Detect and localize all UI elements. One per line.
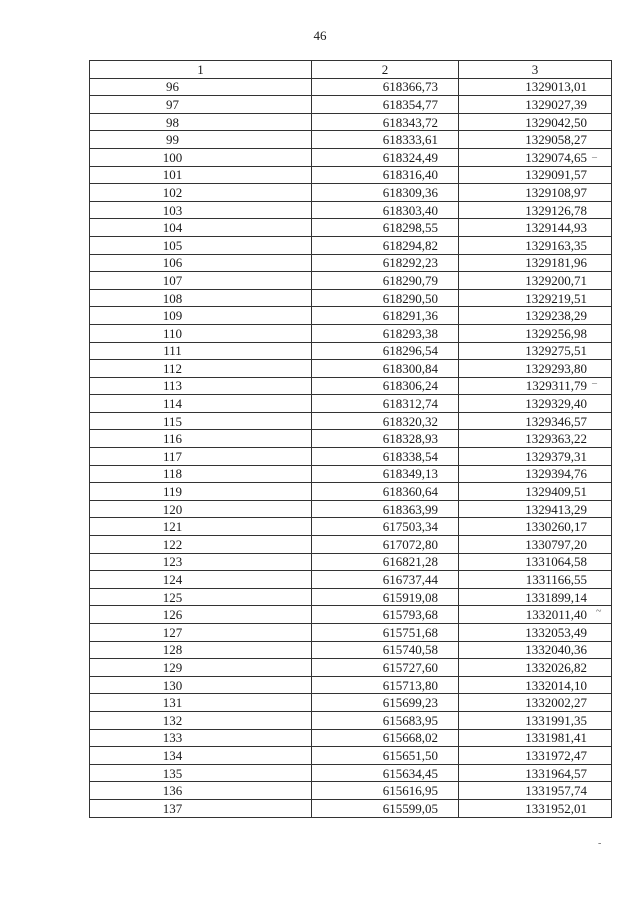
- y-coordinate-cell: 1329144,93: [459, 219, 612, 237]
- table-row: [90, 553, 612, 571]
- point-number-cell: 128: [90, 641, 312, 659]
- y-coordinate-cell: 1330797,20: [459, 536, 612, 554]
- table-row: [90, 465, 612, 483]
- x-coordinate-cell: 615683,95: [312, 711, 459, 729]
- y-coordinate-cell: 1329074,65: [459, 148, 612, 166]
- y-coordinate-cell: 1329363,22: [459, 430, 612, 448]
- point-number-cell: 97: [90, 96, 312, 114]
- y-coordinate-cell: 1329042,50: [459, 113, 612, 131]
- y-coordinate-cell: 1332011,40: [459, 606, 612, 624]
- table-row: [90, 148, 612, 166]
- table-row: [90, 624, 612, 642]
- y-coordinate-cell: 1329394,76: [459, 465, 612, 483]
- x-coordinate-cell: 615751,68: [312, 624, 459, 642]
- column-header-x: 2: [312, 61, 459, 79]
- x-coordinate-cell: 616737,44: [312, 571, 459, 589]
- point-number-cell: 96: [90, 78, 312, 96]
- point-number-cell: 118: [90, 465, 312, 483]
- x-coordinate-cell: 618291,36: [312, 307, 459, 325]
- x-coordinate-cell: 618354,77: [312, 96, 459, 114]
- x-coordinate-cell: 615793,68: [312, 606, 459, 624]
- point-number-cell: 100: [90, 148, 312, 166]
- table-row: [90, 131, 612, 149]
- x-coordinate-cell: 618290,50: [312, 289, 459, 307]
- x-coordinate-cell: 617072,80: [312, 536, 459, 554]
- table-row: [90, 254, 612, 272]
- point-number-cell: 127: [90, 624, 312, 642]
- point-number-cell: 133: [90, 729, 312, 747]
- table-row: [90, 96, 612, 114]
- y-coordinate-cell: 1329027,39: [459, 96, 612, 114]
- table-row: [90, 483, 612, 501]
- y-coordinate-cell: 1331899,14: [459, 588, 612, 606]
- x-coordinate-cell: 618360,64: [312, 483, 459, 501]
- table-row: [90, 500, 612, 518]
- table-row: [90, 78, 612, 96]
- scan-mark: –: [592, 152, 597, 163]
- x-coordinate-cell: 615713,80: [312, 676, 459, 694]
- point-number-cell: 132: [90, 711, 312, 729]
- y-coordinate-cell: 1329293,80: [459, 360, 612, 378]
- y-coordinate-cell: 1332014,10: [459, 676, 612, 694]
- point-number-cell: 110: [90, 324, 312, 342]
- table-row: [90, 448, 612, 466]
- point-number-cell: 105: [90, 236, 312, 254]
- table-body: [90, 78, 612, 817]
- table-row: [90, 289, 612, 307]
- table-row: [90, 676, 612, 694]
- table-row: [90, 606, 612, 624]
- y-coordinate-cell: 1332002,27: [459, 694, 612, 712]
- point-number-cell: 130: [90, 676, 312, 694]
- y-coordinate-cell: 1329346,57: [459, 412, 612, 430]
- y-coordinate-cell: 1329219,51: [459, 289, 612, 307]
- y-coordinate-cell: 1329013,01: [459, 78, 612, 96]
- column-header-point-number: 1: [90, 61, 312, 79]
- point-number-cell: 103: [90, 201, 312, 219]
- table-row: [90, 764, 612, 782]
- point-number-cell: 112: [90, 360, 312, 378]
- y-coordinate-cell: 1329379,31: [459, 448, 612, 466]
- table-row: [90, 799, 612, 817]
- x-coordinate-cell: 615740,58: [312, 641, 459, 659]
- point-number-cell: 114: [90, 395, 312, 413]
- table-row: [90, 219, 612, 237]
- y-coordinate-cell: 1331952,01: [459, 799, 612, 817]
- table-row: [90, 659, 612, 677]
- y-coordinate-cell: 1329058,27: [459, 131, 612, 149]
- point-number-cell: 115: [90, 412, 312, 430]
- table-row: [90, 518, 612, 536]
- y-coordinate-cell: 1329275,51: [459, 342, 612, 360]
- point-number-cell: 120: [90, 500, 312, 518]
- table-row: [90, 729, 612, 747]
- x-coordinate-cell: 618294,82: [312, 236, 459, 254]
- point-number-cell: 102: [90, 184, 312, 202]
- y-coordinate-cell: 1330260,17: [459, 518, 612, 536]
- y-coordinate-cell: 1329091,57: [459, 166, 612, 184]
- x-coordinate-cell: 618292,23: [312, 254, 459, 272]
- table-row: [90, 184, 612, 202]
- point-number-cell: 126: [90, 606, 312, 624]
- table-row: [90, 272, 612, 290]
- point-number-cell: 135: [90, 764, 312, 782]
- table-row: [90, 113, 612, 131]
- coordinates-table: [89, 60, 612, 818]
- table-row: [90, 395, 612, 413]
- point-number-cell: 129: [90, 659, 312, 677]
- x-coordinate-cell: 618338,54: [312, 448, 459, 466]
- y-coordinate-cell: 1331964,57: [459, 764, 612, 782]
- point-number-cell: 107: [90, 272, 312, 290]
- point-number-cell: 119: [90, 483, 312, 501]
- column-header-y: 3: [459, 61, 612, 79]
- point-number-cell: 122: [90, 536, 312, 554]
- point-number-cell: 104: [90, 219, 312, 237]
- x-coordinate-cell: 618349,13: [312, 465, 459, 483]
- point-number-cell: 137: [90, 799, 312, 817]
- point-number-cell: 136: [90, 782, 312, 800]
- table-row: [90, 694, 612, 712]
- x-coordinate-cell: 615616,95: [312, 782, 459, 800]
- x-coordinate-cell: 615651,50: [312, 747, 459, 765]
- point-number-cell: 101: [90, 166, 312, 184]
- table-row: [90, 377, 612, 395]
- y-coordinate-cell: 1331972,47: [459, 747, 612, 765]
- y-coordinate-cell: 1329163,35: [459, 236, 612, 254]
- y-coordinate-cell: 1331064,58: [459, 553, 612, 571]
- y-coordinate-cell: 1331981,41: [459, 729, 612, 747]
- point-number-cell: 134: [90, 747, 312, 765]
- x-coordinate-cell: 618324,49: [312, 148, 459, 166]
- y-coordinate-cell: 1329238,29: [459, 307, 612, 325]
- table-row: [90, 307, 612, 325]
- x-coordinate-cell: 615919,08: [312, 588, 459, 606]
- x-coordinate-cell: 618303,40: [312, 201, 459, 219]
- x-coordinate-cell: 615699,23: [312, 694, 459, 712]
- y-coordinate-cell: 1332026,82: [459, 659, 612, 677]
- y-coordinate-cell: 1329311,79: [459, 377, 612, 395]
- table-row: [90, 166, 612, 184]
- y-coordinate-cell: 1329329,40: [459, 395, 612, 413]
- x-coordinate-cell: 618290,79: [312, 272, 459, 290]
- table-row: [90, 571, 612, 589]
- y-coordinate-cell: 1331957,74: [459, 782, 612, 800]
- point-number-cell: 99: [90, 131, 312, 149]
- y-coordinate-cell: 1329200,71: [459, 272, 612, 290]
- table-row: [90, 412, 612, 430]
- table-row: [90, 588, 612, 606]
- y-coordinate-cell: 1332053,49: [459, 624, 612, 642]
- y-coordinate-cell: 1331166,55: [459, 571, 612, 589]
- table-row: [90, 342, 612, 360]
- y-coordinate-cell: 1331991,35: [459, 711, 612, 729]
- x-coordinate-cell: 618293,38: [312, 324, 459, 342]
- point-number-cell: 117: [90, 448, 312, 466]
- y-coordinate-cell: 1332040,36: [459, 641, 612, 659]
- x-coordinate-cell: 618316,40: [312, 166, 459, 184]
- point-number-cell: 131: [90, 694, 312, 712]
- point-number-cell: 108: [90, 289, 312, 307]
- table-header-row: [90, 61, 612, 79]
- scan-mark: -: [598, 838, 602, 849]
- point-number-cell: 106: [90, 254, 312, 272]
- x-coordinate-cell: 618333,61: [312, 131, 459, 149]
- y-coordinate-cell: 1329409,51: [459, 483, 612, 501]
- x-coordinate-cell: 618312,74: [312, 395, 459, 413]
- scan-mark: ~: [596, 606, 602, 617]
- table-row: [90, 360, 612, 378]
- table-row: [90, 782, 612, 800]
- table-row: [90, 641, 612, 659]
- point-number-cell: 98: [90, 113, 312, 131]
- table-row: [90, 324, 612, 342]
- x-coordinate-cell: 615599,05: [312, 799, 459, 817]
- y-coordinate-cell: 1329181,96: [459, 254, 612, 272]
- point-number-cell: 123: [90, 553, 312, 571]
- y-coordinate-cell: 1329108,97: [459, 184, 612, 202]
- point-number-cell: 125: [90, 588, 312, 606]
- table-row: [90, 536, 612, 554]
- table-row: [90, 430, 612, 448]
- table-row: [90, 236, 612, 254]
- point-number-cell: 121: [90, 518, 312, 536]
- y-coordinate-cell: 1329413,29: [459, 500, 612, 518]
- y-coordinate-cell: 1329126,78: [459, 201, 612, 219]
- x-coordinate-cell: 617503,34: [312, 518, 459, 536]
- point-number-cell: 116: [90, 430, 312, 448]
- y-coordinate-cell: 1329256,98: [459, 324, 612, 342]
- x-coordinate-cell: 618328,93: [312, 430, 459, 448]
- table-row: [90, 201, 612, 219]
- x-coordinate-cell: 618320,32: [312, 412, 459, 430]
- x-coordinate-cell: 618343,72: [312, 113, 459, 131]
- x-coordinate-cell: 618300,84: [312, 360, 459, 378]
- table-row: [90, 711, 612, 729]
- scan-mark: –: [592, 378, 597, 389]
- x-coordinate-cell: 615634,45: [312, 764, 459, 782]
- x-coordinate-cell: 618366,73: [312, 78, 459, 96]
- table-row: [90, 747, 612, 765]
- point-number-cell: 113: [90, 377, 312, 395]
- x-coordinate-cell: 615668,02: [312, 729, 459, 747]
- point-number-cell: 109: [90, 307, 312, 325]
- x-coordinate-cell: 618296,54: [312, 342, 459, 360]
- page-number: 46: [313, 28, 327, 43]
- x-coordinate-cell: 618309,36: [312, 184, 459, 202]
- point-number-cell: 124: [90, 571, 312, 589]
- x-coordinate-cell: 618298,55: [312, 219, 459, 237]
- x-coordinate-cell: 618363,99: [312, 500, 459, 518]
- x-coordinate-cell: 615727,60: [312, 659, 459, 677]
- x-coordinate-cell: 618306,24: [312, 377, 459, 395]
- point-number-cell: 111: [90, 342, 312, 360]
- x-coordinate-cell: 616821,28: [312, 553, 459, 571]
